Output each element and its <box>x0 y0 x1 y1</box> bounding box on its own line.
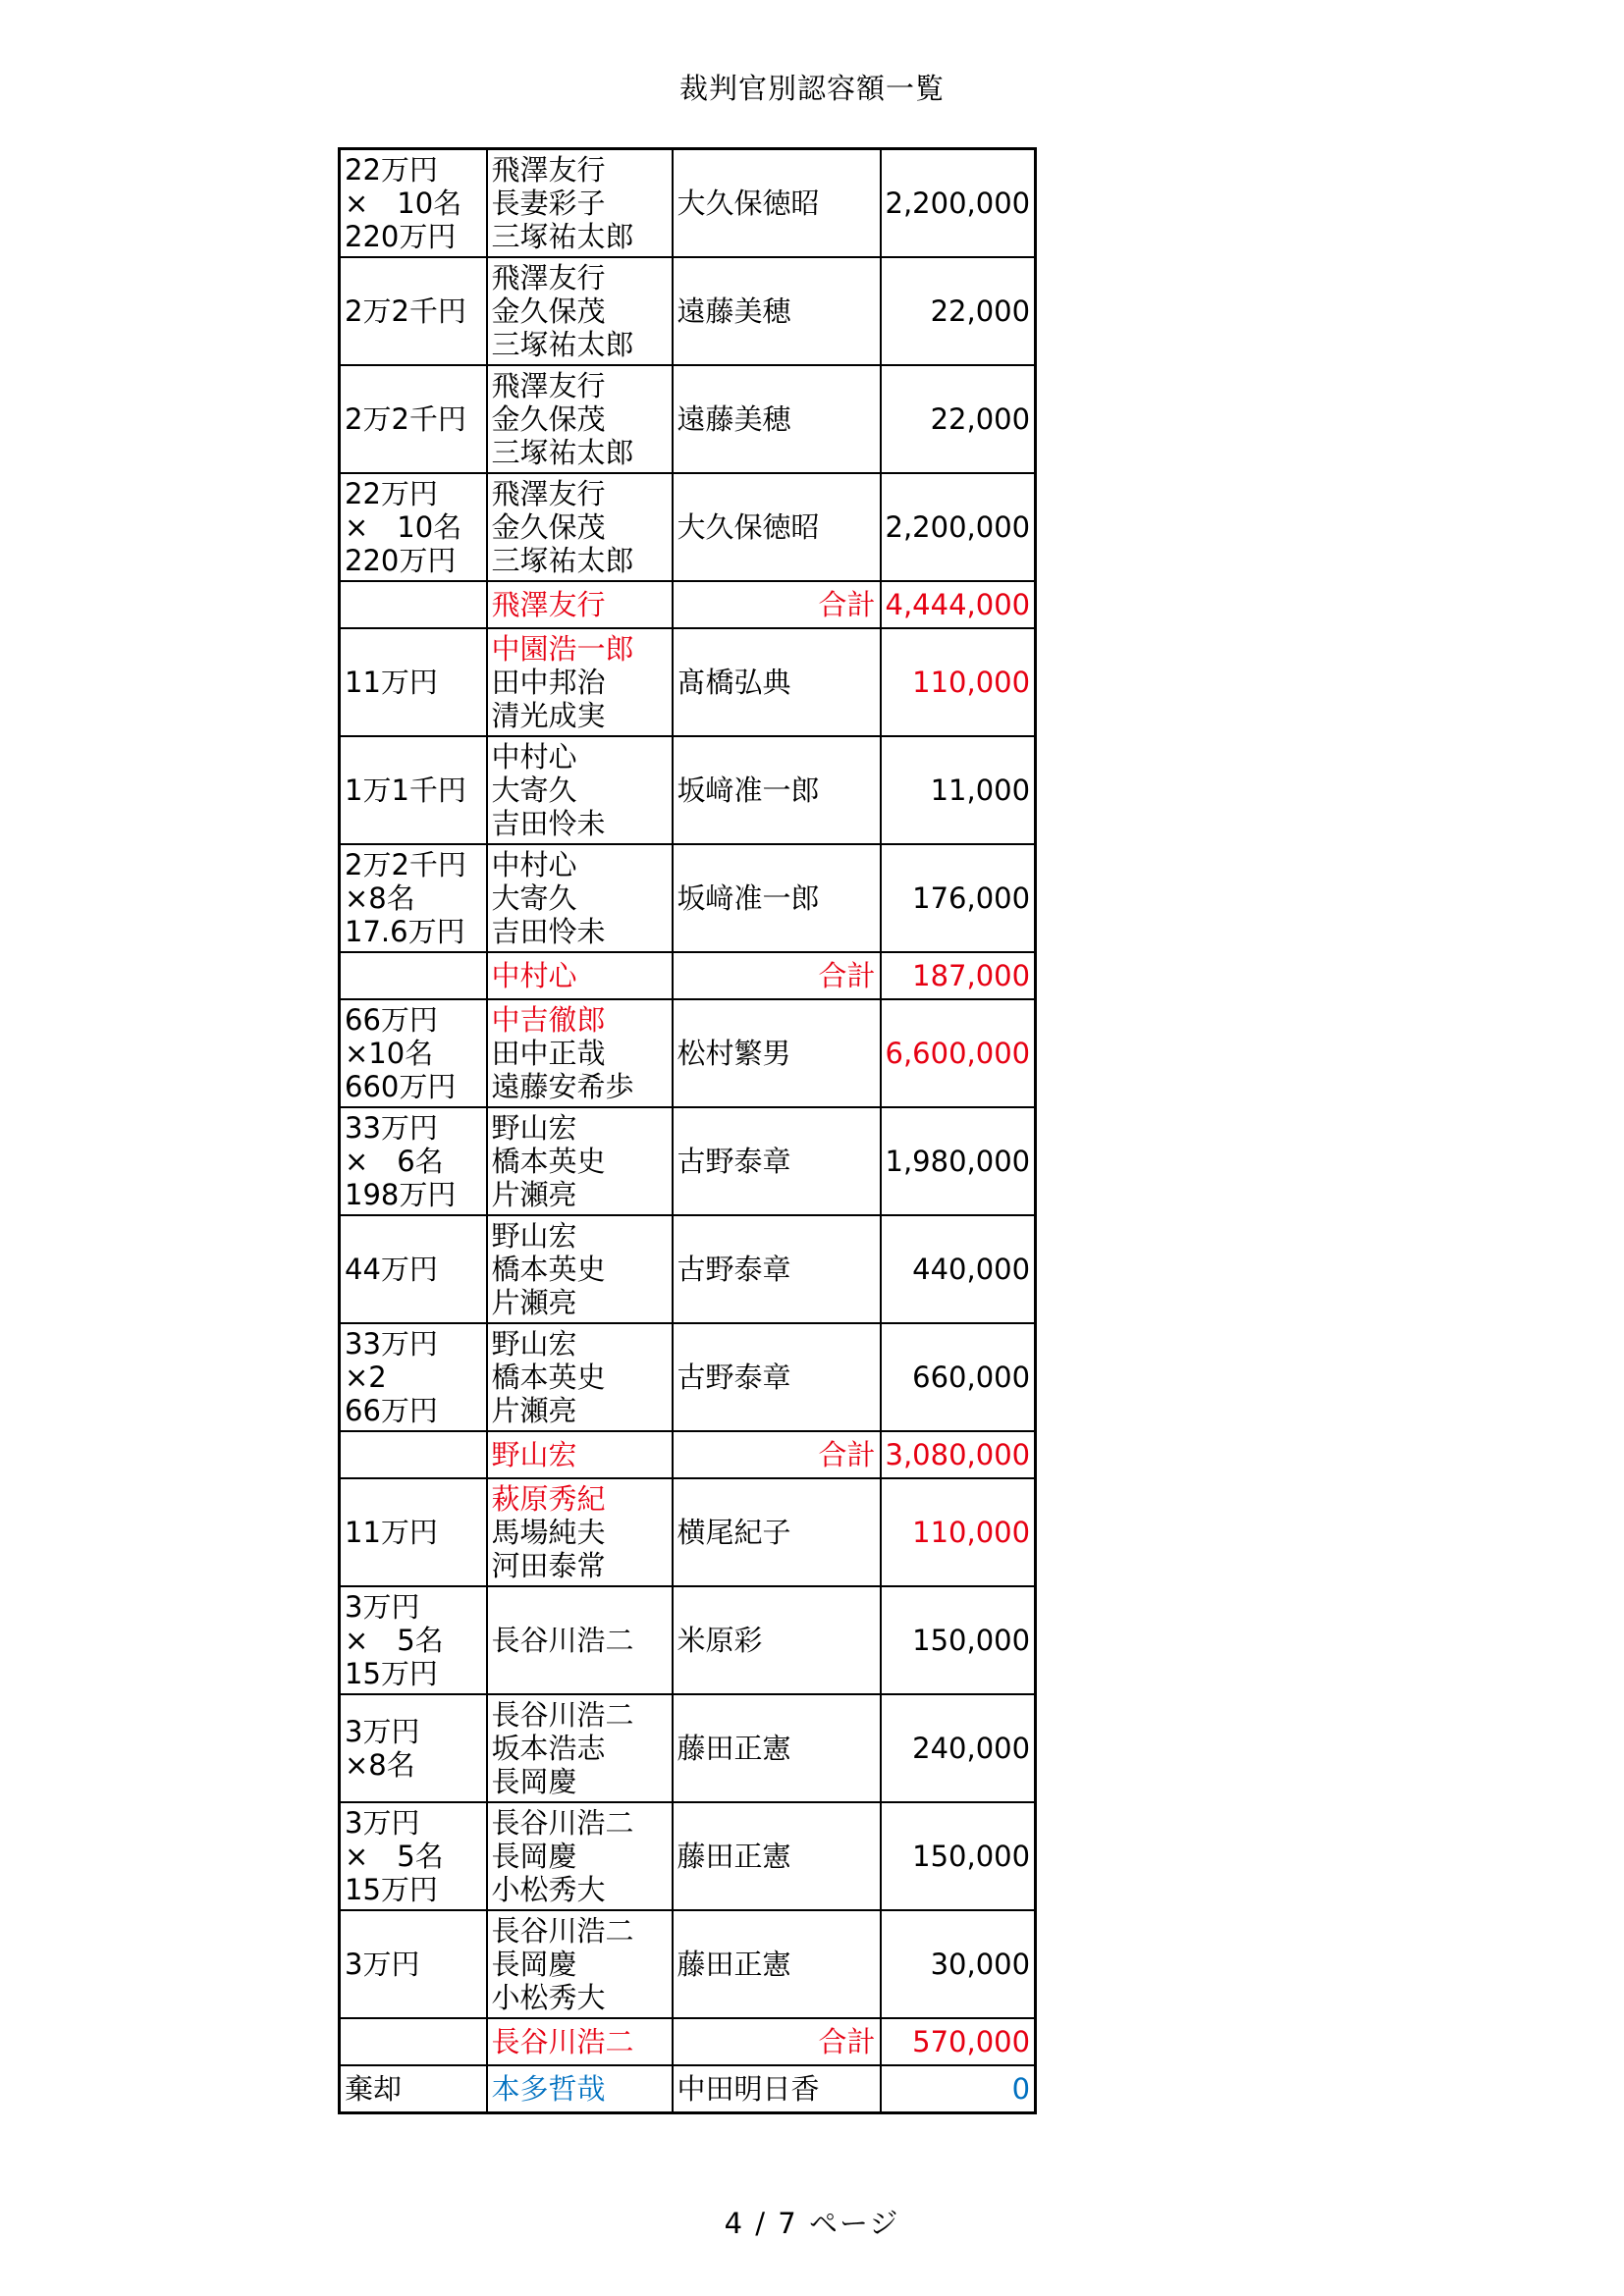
judges-cell <box>487 1910 673 2018</box>
table-row <box>340 1107 1036 1215</box>
judge-name: 長岡慶 <box>491 1765 577 1798</box>
amount-total: 150,000 <box>881 1802 1036 1910</box>
judge-name: 長谷川浩二 <box>491 1806 634 1840</box>
judge-name: 飛澤友行 <box>491 261 606 294</box>
amount-line: ×8名 <box>345 881 415 915</box>
amount-line: 1万1千円 <box>345 774 466 807</box>
judge-name: 橋本英史 <box>491 1145 606 1178</box>
amount-cell <box>340 1215 487 1323</box>
amount-total: 0 <box>881 2065 1036 2113</box>
judge-name: 片瀬亮 <box>491 1178 577 1211</box>
judges-cell <box>487 365 673 473</box>
attorney-cell: 松村繁男 <box>673 999 881 1107</box>
amount-line: 220万円 <box>345 220 457 253</box>
amount-line: 15万円 <box>345 1657 438 1690</box>
empty-cell <box>340 581 487 628</box>
amount-cell <box>340 999 487 1107</box>
judge-name: 大寄久 <box>491 881 577 915</box>
judge-name: 長谷川浩二 <box>491 1914 634 1948</box>
award-table <box>338 147 1037 2114</box>
judge-name: 野山宏 <box>491 1219 577 1253</box>
award-table-body <box>340 149 1036 2113</box>
amount-cell <box>340 1323 487 1431</box>
amount-total: 150,000 <box>881 1586 1036 1694</box>
judge-name: 野山宏 <box>491 1327 577 1361</box>
attorney-cell: 中田明日香 <box>673 2065 881 2113</box>
amount-total: 110,000 <box>881 628 1036 736</box>
amount-total: 1,980,000 <box>881 1107 1036 1215</box>
amount-line: 220万円 <box>345 544 457 577</box>
judge-name: 飛澤友行 <box>491 153 606 187</box>
dismissal-label: 棄却 <box>340 2065 487 2113</box>
judge-name: 中吉徹郎 <box>491 1003 606 1037</box>
amount-total: 11,000 <box>881 736 1036 844</box>
amount-line: 3万円 <box>345 1715 420 1748</box>
judge-name: 大寄久 <box>491 774 577 807</box>
judge-name: 中園浩一郎 <box>491 632 634 666</box>
subtotal-row <box>340 1431 1036 1478</box>
judge-name: 三塚祐太郎 <box>491 544 634 577</box>
attorney-cell: 藤田正憲 <box>673 1802 881 1910</box>
judge-name: 田中正哉 <box>491 1037 606 1070</box>
attorney-cell: 横尾紀子 <box>673 1478 881 1586</box>
attorney-cell: 大久保徳昭 <box>673 473 881 581</box>
judges-cell <box>487 1802 673 1910</box>
attorney-cell: 古野泰章 <box>673 1215 881 1323</box>
amount-line: 33万円 <box>345 1111 438 1145</box>
amount-cell <box>340 149 487 258</box>
judges-cell <box>487 1107 673 1215</box>
judges-cell <box>487 1215 673 1323</box>
attorney-cell: 遠藤美穂 <box>673 257 881 365</box>
judge-name: 飛澤友行 <box>491 477 606 510</box>
amount-line: 33万円 <box>345 1327 438 1361</box>
judge-name: 中村心 <box>491 740 577 774</box>
amount-line: 66万円 <box>345 1394 438 1427</box>
judge-name: 金久保茂 <box>491 402 606 436</box>
amount-line: 22万円 <box>345 153 438 187</box>
amount-line: 2万2千円 <box>345 402 466 436</box>
judge-name: 吉田怜未 <box>491 807 606 840</box>
judge-name: 小松秀大 <box>491 1873 606 1906</box>
judges-cell <box>487 473 673 581</box>
table-row <box>340 1215 1036 1323</box>
amount-line: 2万2千円 <box>345 294 466 328</box>
amount-line: ×2 <box>345 1361 387 1394</box>
judge-name: 片瀬亮 <box>491 1286 577 1319</box>
amount-line: ×10名 <box>345 1037 434 1070</box>
amount-total: 440,000 <box>881 1215 1036 1323</box>
judge-name: 吉田怜未 <box>491 915 606 948</box>
judges-cell <box>487 999 673 1107</box>
amount-line: 198万円 <box>345 1178 457 1211</box>
judge-name: 坂本浩志 <box>491 1732 606 1765</box>
table-row <box>340 736 1036 844</box>
subtotal-judge: 中村心 <box>487 952 673 999</box>
judge-name: 三塚祐太郎 <box>491 220 634 253</box>
table-row <box>340 1694 1036 1802</box>
amount-cell <box>340 257 487 365</box>
amount-line: 17.6万円 <box>345 915 465 948</box>
judge-name: 橋本英史 <box>491 1253 606 1286</box>
judge-name: 馬場純夫 <box>491 1516 606 1549</box>
table-row <box>340 1586 1036 1694</box>
amount-line: 3万円 <box>345 1590 420 1624</box>
amount-line: 22万円 <box>345 477 438 510</box>
amount-line: 66万円 <box>345 1003 438 1037</box>
subtotal-row <box>340 581 1036 628</box>
table-row <box>340 1323 1036 1431</box>
subtotal-judge: 飛澤友行 <box>487 581 673 628</box>
judge-name: 金久保茂 <box>491 510 606 544</box>
judges-cell <box>487 1478 673 1586</box>
amount-cell <box>340 365 487 473</box>
judges-cell <box>487 149 673 258</box>
empty-cell <box>340 1431 487 1478</box>
amount-cell <box>340 1107 487 1215</box>
amount-line: × 10名 <box>345 187 462 220</box>
attorney-cell: 坂﨑准一郎 <box>673 736 881 844</box>
amount-total: 110,000 <box>881 1478 1036 1586</box>
judge-name: 長谷川浩二 <box>491 1624 634 1657</box>
amount-total: 660,000 <box>881 1323 1036 1431</box>
judges-cell <box>487 1323 673 1431</box>
dismissal-row <box>340 2065 1036 2113</box>
judge-name: 長岡慶 <box>491 1840 577 1873</box>
amount-line: 44万円 <box>345 1253 438 1286</box>
subtotal-label: 合計 <box>673 2018 881 2065</box>
judge-name: 小松秀大 <box>491 1981 606 2014</box>
judge-name: 飛澤友行 <box>491 369 606 402</box>
amount-total: 240,000 <box>881 1694 1036 1802</box>
judge-name: 野山宏 <box>491 1111 577 1145</box>
judge-name: 長岡慶 <box>491 1948 577 1981</box>
amount-total: 22,000 <box>881 365 1036 473</box>
empty-cell <box>340 2018 487 2065</box>
judge-name: 橋本英史 <box>491 1361 606 1394</box>
amount-line: ×8名 <box>345 1748 415 1782</box>
subtotal-label: 合計 <box>673 952 881 999</box>
judge-name: 清光成実 <box>491 699 606 732</box>
subtotal-amount: 570,000 <box>881 2018 1036 2065</box>
amount-total: 6,600,000 <box>881 999 1036 1107</box>
subtotal-judge: 長谷川浩二 <box>487 2018 673 2065</box>
attorney-cell: 藤田正憲 <box>673 1694 881 1802</box>
amount-line: 15万円 <box>345 1873 438 1906</box>
subtotal-row <box>340 2018 1036 2065</box>
amount-cell <box>340 736 487 844</box>
amount-cell <box>340 628 487 736</box>
judge-name: 三塚祐太郎 <box>491 328 634 361</box>
attorney-cell: 古野泰章 <box>673 1107 881 1215</box>
attorney-cell: 古野泰章 <box>673 1323 881 1431</box>
amount-line: 660万円 <box>345 1070 457 1103</box>
amount-cell <box>340 1694 487 1802</box>
judge-name: 遠藤安希歩 <box>491 1070 634 1103</box>
judges-cell <box>487 1586 673 1694</box>
table-row <box>340 1478 1036 1586</box>
amount-line: 11万円 <box>345 1516 438 1549</box>
amount-total: 176,000 <box>881 844 1036 952</box>
page-number: 4 / 7 ページ <box>724 2207 900 2240</box>
judges-cell <box>487 736 673 844</box>
subtotal-row <box>340 952 1036 999</box>
subtotal-judge: 野山宏 <box>487 1431 673 1478</box>
attorney-cell: 米原彩 <box>673 1586 881 1694</box>
amount-line: × 5名 <box>345 1840 444 1873</box>
subtotal-amount: 4,444,000 <box>881 581 1036 628</box>
table-row <box>340 257 1036 365</box>
judges-cell <box>487 628 673 736</box>
judge-name: 田中邦治 <box>491 666 606 699</box>
judges-cell <box>487 1694 673 1802</box>
attorney-cell: 坂﨑准一郎 <box>673 844 881 952</box>
empty-cell <box>340 952 487 999</box>
amount-line: 2万2千円 <box>345 848 466 881</box>
table-row <box>340 844 1036 952</box>
attorney-cell: 髙橋弘典 <box>673 628 881 736</box>
attorney-cell: 遠藤美穂 <box>673 365 881 473</box>
amount-cell <box>340 1910 487 2018</box>
table-row <box>340 1802 1036 1910</box>
judge-name: 三塚祐太郎 <box>491 436 634 469</box>
judges-cell <box>487 844 673 952</box>
amount-line: × 5名 <box>345 1624 444 1657</box>
subtotal-amount: 187,000 <box>881 952 1036 999</box>
table-row <box>340 365 1036 473</box>
table-row <box>340 149 1036 258</box>
amount-cell <box>340 1802 487 1910</box>
amount-cell <box>340 473 487 581</box>
subtotal-amount: 3,080,000 <box>881 1431 1036 1478</box>
table-row <box>340 473 1036 581</box>
amount-line: × 10名 <box>345 510 462 544</box>
judge-name: 中村心 <box>491 848 577 881</box>
amount-cell <box>340 1478 487 1586</box>
table-row <box>340 628 1036 736</box>
table-row <box>340 999 1036 1107</box>
judge-name: 長妻彩子 <box>491 187 606 220</box>
judge-name: 片瀬亮 <box>491 1394 577 1427</box>
amount-cell <box>340 844 487 952</box>
judge-name: 金久保茂 <box>491 294 606 328</box>
amount-line: × 6名 <box>345 1145 444 1178</box>
subtotal-label: 合計 <box>673 581 881 628</box>
amount-line: 3万円 <box>345 1948 420 1981</box>
amount-total: 30,000 <box>881 1910 1036 2018</box>
judge-name: 河田泰常 <box>491 1549 606 1582</box>
amount-line: 11万円 <box>345 666 438 699</box>
amount-total: 2,200,000 <box>881 149 1036 258</box>
amount-cell <box>340 1586 487 1694</box>
subtotal-label: 合計 <box>673 1431 881 1478</box>
judge-name: 萩原秀紀 <box>491 1482 606 1516</box>
amount-line: 3万円 <box>345 1806 420 1840</box>
page-title: 裁判官別認容額一覧 <box>678 72 945 105</box>
judge-name: 長谷川浩二 <box>491 1698 634 1732</box>
amount-total: 2,200,000 <box>881 473 1036 581</box>
amount-total: 22,000 <box>881 257 1036 365</box>
judges-cell <box>487 257 673 365</box>
attorney-cell: 大久保徳昭 <box>673 149 881 258</box>
dismissal-judge: 本多哲哉 <box>487 2065 673 2113</box>
table-row <box>340 1910 1036 2018</box>
attorney-cell: 藤田正憲 <box>673 1910 881 2018</box>
